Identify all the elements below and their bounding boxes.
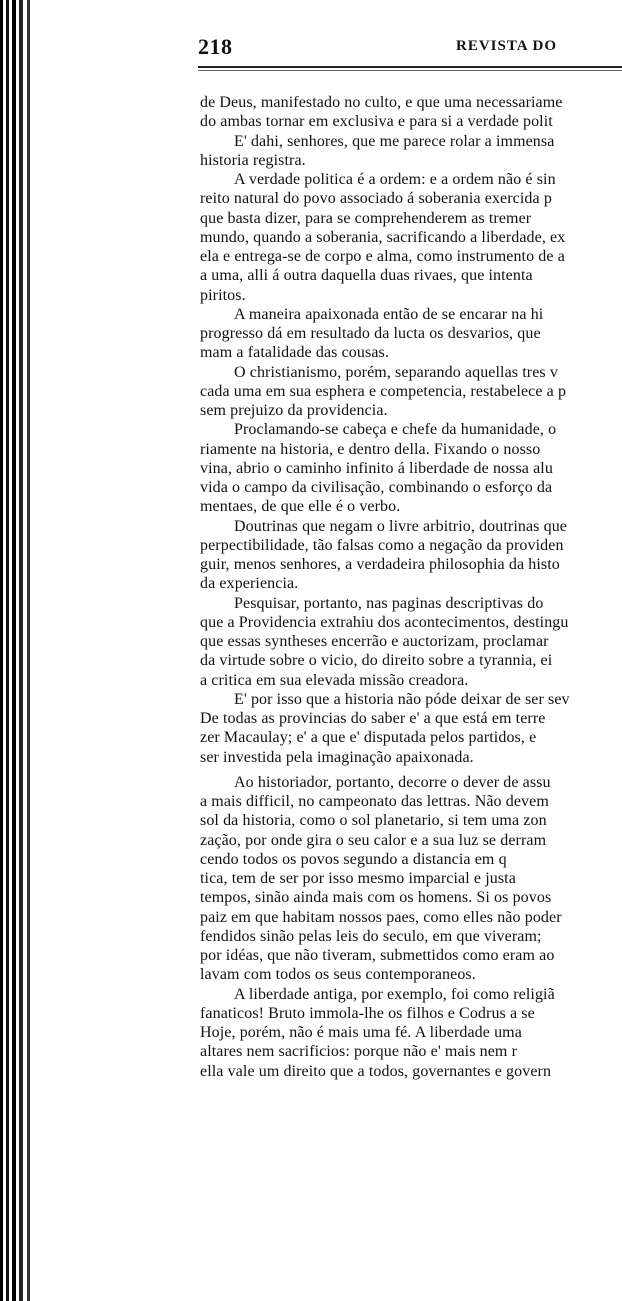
text-line: tica, tem de ser por isso mesmo imparcial e justa bbox=[200, 870, 516, 887]
paragraph bbox=[200, 773, 622, 985]
header-rule-thin bbox=[198, 70, 622, 71]
text-line: A maneira apaixonada então de se encarar na hi bbox=[234, 305, 544, 323]
text-line: ser investida pela imaginação apaixonada. bbox=[200, 748, 474, 766]
text-line: piritos. bbox=[200, 286, 246, 304]
text-line: vina, abrio o caminho infinito á liberdade de nossa alu bbox=[200, 459, 553, 477]
text-line: que basta dizer, para se comprehenderem as tremer bbox=[200, 209, 532, 227]
text-line: O christianismo, porém, separando aquellas tres v bbox=[234, 363, 558, 381]
text-line: riamente na historia, e dentro della. Fixando o nosso bbox=[200, 440, 541, 458]
text-line: fanaticos! Bruto immola-lhe os filhos e Codrus a se bbox=[200, 1004, 535, 1022]
text-line: perpectibilidade, tão falsas como a negação da providen bbox=[200, 536, 564, 554]
text-line: zer Macaulay; e' a que e' disputada pelos partidos, e bbox=[200, 729, 537, 747]
text-line: cada uma em sua esphera e competencia, restabelece a p bbox=[200, 382, 567, 400]
page-number: 218 bbox=[198, 34, 233, 59]
body-text bbox=[200, 93, 622, 1301]
text-line: a critica em sua elevada missão creadora. bbox=[200, 671, 469, 689]
text-line: Proclamando-se cabeça e chefe da humanidade, o bbox=[234, 421, 557, 439]
book-binding-edge bbox=[0, 0, 40, 1301]
text-line: reito natural do povo associado á soberania exercida p bbox=[200, 190, 552, 208]
text-line: a mais difficil, no campeonato das lettras. Não devem bbox=[200, 793, 549, 810]
paragraph bbox=[200, 985, 622, 1081]
text-line: altares nem sacrificios: porque não e' mais nem r bbox=[200, 1043, 518, 1061]
text-line: ela e entrega-se de corpo e alma, como instrumento de a bbox=[200, 248, 565, 265]
paragraph bbox=[200, 420, 622, 516]
text-line: que a Providencia extrahiu dos acontecimentos, destingu bbox=[200, 613, 569, 631]
paragraph bbox=[200, 363, 622, 421]
text-line: A verdade politica é a ordem: e a ordem não é sin bbox=[234, 171, 556, 188]
text-line: paiz em que habitam nossos paes, como elles não poder bbox=[200, 908, 562, 926]
text-line: Ao historiador, portanto, decorre o dever de assu bbox=[234, 773, 551, 791]
text-line: do ambas tornar em exclusiva e para si a verdade polit bbox=[200, 113, 553, 131]
text-line: ella vale um direito que a todos, governantes e govern bbox=[200, 1062, 552, 1080]
text-line: Hoje, porém, não é mais uma fé. A liberdade uma bbox=[200, 1024, 522, 1041]
text-line: tempos, sinão ainda mais com os homens. Si os povos bbox=[200, 889, 552, 907]
text-line: Pesquisar, portanto, nas paginas descriptivas do bbox=[234, 594, 544, 612]
text-line: de Deus, manifestado no culto, e que uma necessariame bbox=[200, 94, 563, 111]
running-title: REVISTA DO bbox=[456, 38, 557, 54]
text-line: da virtude sobre o vicio, do direito sobre a tyrannia, ei bbox=[200, 652, 553, 670]
text-line: historia registra. bbox=[200, 151, 306, 169]
text-line: da experiencia. bbox=[200, 575, 299, 593]
paragraph bbox=[200, 594, 622, 690]
text-line: sem prejuizo da providencia. bbox=[200, 402, 388, 419]
text-line: De todas as provincias do saber e' a que está em terre bbox=[200, 710, 546, 727]
header-rule bbox=[198, 66, 622, 68]
paragraph bbox=[200, 93, 622, 132]
text-line: vida o campo da civilisação, combinando o esforço da bbox=[200, 479, 553, 496]
text-line: sol da historia, como o sol planetario, si tem uma zon bbox=[200, 812, 547, 830]
text-line: zação, por onde gira o seu calor e a sua luz se derram bbox=[200, 831, 547, 849]
text-line: fendidos sinão pelas leis do seculo, em que viveram; bbox=[200, 927, 542, 945]
text-line: mundo, quando a soberania, sacrificando a liberdade, ex bbox=[200, 228, 566, 246]
text-line: guir, menos senhores, a verdadeira philosophia da histo bbox=[200, 556, 560, 573]
paragraph bbox=[200, 132, 622, 171]
paragraph bbox=[200, 170, 622, 305]
text-line: mentaes, de que elle é o verbo. bbox=[200, 498, 401, 516]
text-line: mam a fatalidade das cousas. bbox=[200, 344, 389, 362]
text-line: progresso dá em resultado da lucta os desvarios, que bbox=[200, 325, 541, 342]
page-header bbox=[198, 34, 622, 66]
text-line: Doutrinas que negam o livre arbitrio, doutrinas que bbox=[234, 517, 568, 535]
text-line: lavam com todos os seus contemporaneos. bbox=[200, 966, 476, 984]
text-line: E' dahi, senhores, que me parece rolar a immensa bbox=[234, 132, 555, 150]
text-line: que essas syntheses encerrão e auctorizam, proclamar bbox=[200, 633, 549, 650]
text-line: por idéas, que não tiveram, submettidos como eram ao bbox=[200, 947, 555, 964]
paragraph bbox=[200, 305, 622, 363]
text-line: cendo todos os povos segundo a distancia em q bbox=[200, 850, 507, 868]
text-line: A liberdade antiga, por exemplo, foi como religiã bbox=[234, 985, 555, 1003]
paragraph bbox=[200, 517, 622, 594]
text-line: a uma, alli á outra daquella duas rivaes, que intenta bbox=[200, 267, 533, 285]
text-line: E' por isso que a historia não póde deixar de ser sev bbox=[234, 690, 570, 708]
paragraph bbox=[200, 690, 622, 767]
